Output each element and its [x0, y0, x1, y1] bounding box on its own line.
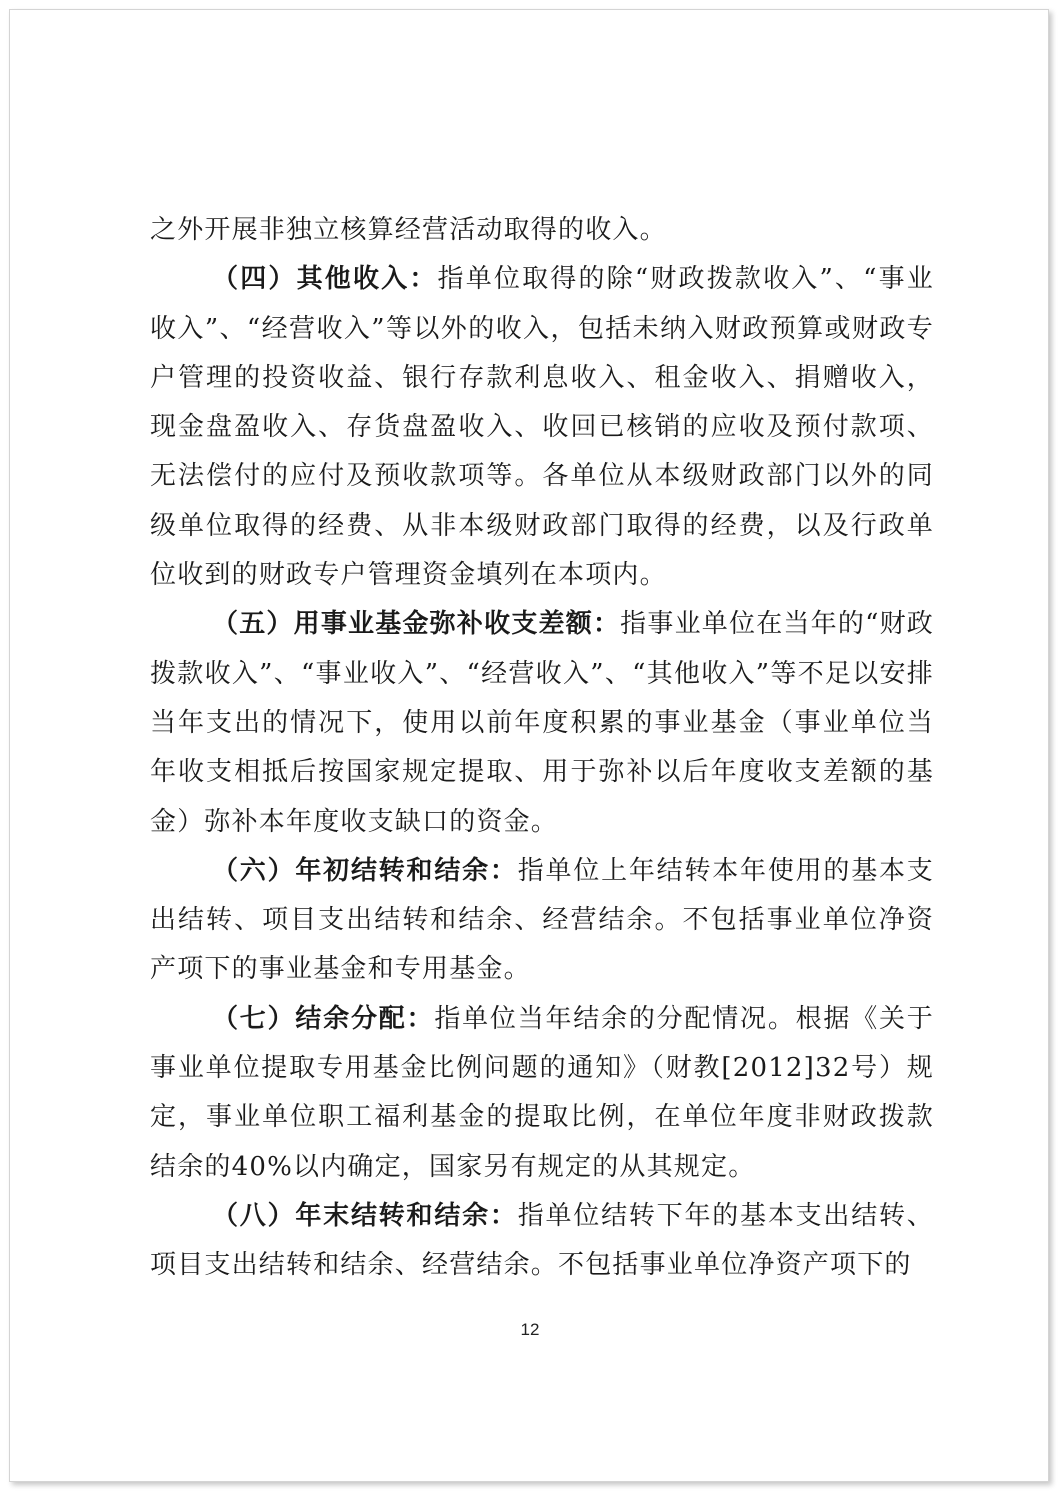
paragraph-text: 之外开展非独立核算经营活动取得的收入。	[150, 215, 667, 245]
section-heading: （四）其他收入：	[212, 264, 438, 295]
section-heading: （六）年初结转和结余：	[212, 855, 518, 886]
section-heading: （八）年末结转和结余：	[212, 1200, 518, 1231]
section-heading: （五）用事业基金弥补收支差额：	[212, 609, 621, 640]
paragraph-surplus-distribution	[150, 995, 934, 1192]
paragraph-closing-balance	[150, 1192, 934, 1291]
paragraph-opening-balance	[150, 847, 934, 995]
paragraph-text: 指单位取得的除“财政拨款收入”、“事业收入”、“经营收入”等以外的收入，包括未纳入财政预算或财政专户管理的投资收益、银行存款利息收入、租金收入、捐赠收入，现金盘盈收入、存货盘盈收入、收回已核销的应收及预付款项、无法偿付的应付及预收款项等。各单位从本级财政部门以外的同级单位取得的经费、从非本级财政部门取得的经费，以及行政单位收到的财政专户管理资金填列在本项内。	[150, 264, 934, 591]
paragraph-text: 指事业单位在当年的“财政拨款收入”、“事业收入”、“经营收入”、“其他收入”等不足以安排当年支出的情况下，使用以前年度积累的事业基金（事业单位当年收支相抵后按国家规定提取、用于弥补以后年度收支差额的基金）弥补本年度收支缺口的资金。	[150, 609, 934, 837]
document-body	[150, 206, 934, 1291]
page-number: 12	[520, 1320, 540, 1339]
paragraph-fund-compensation	[150, 600, 934, 846]
paragraph-continuation	[150, 206, 934, 255]
paragraph-other-income	[150, 255, 934, 600]
paragraph-text: 指单位上年结转本年使用的基本支出结转、项目支出结转和结余、经营结余。不包括事业单位净资产项下的事业基金和专用基金。	[150, 855, 934, 985]
paragraph-text: 指单位当年结余的分配情况。根据《关于事业单位提取专用基金比例问题的通知》（财教[2012]32号）规定，事业单位职工福利基金的提取比例，在单位年度非财政拨款结余的40%以内确定，国家另有规定的从其规定。	[150, 1003, 934, 1182]
document-page	[9, 9, 1049, 1482]
section-heading: （七）结余分配：	[212, 1003, 435, 1034]
paragraph-text: 指单位结转下年的基本支出结转、项目支出结转和结余、经营结余。不包括事业单位净资产项下的	[150, 1200, 934, 1281]
